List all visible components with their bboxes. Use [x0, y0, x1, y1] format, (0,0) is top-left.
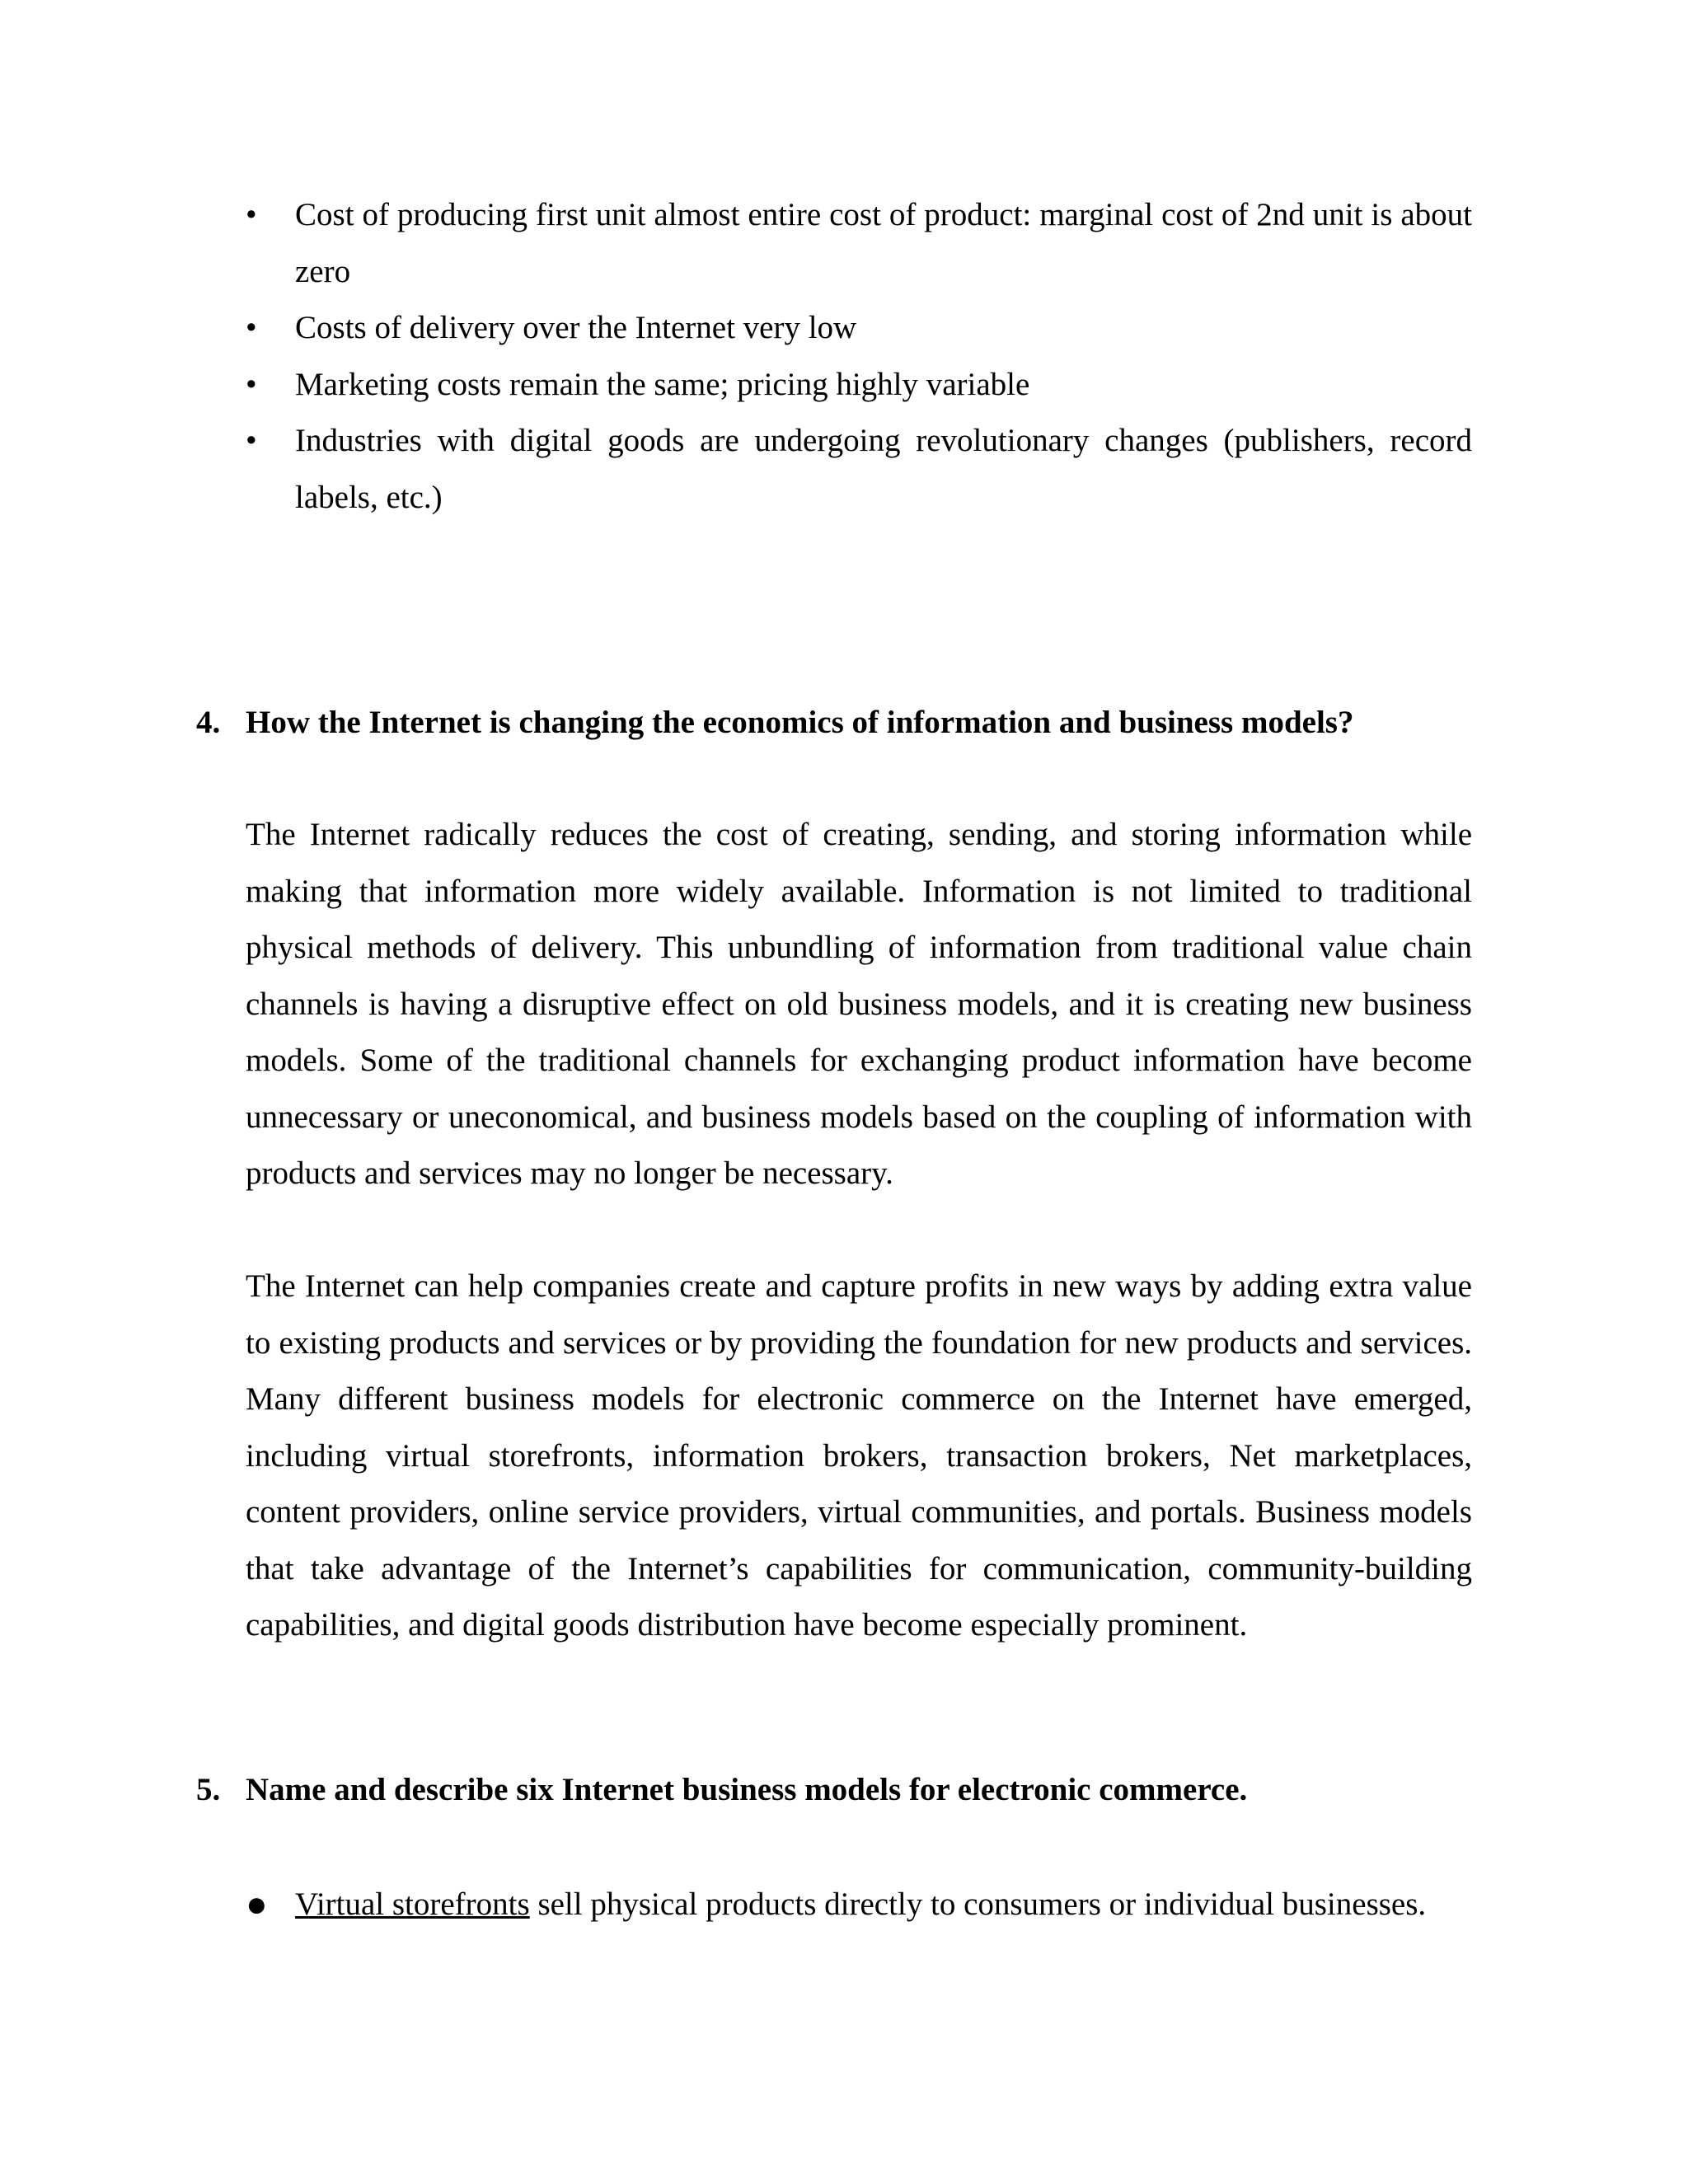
question-4-number: 4. [196, 705, 221, 740]
question-5-title: Name and describe six Internet business models for electronic commerce. [246, 1772, 1248, 1807]
list-item-text: Marketing costs remain the same; pricing highly variable [295, 366, 1030, 402]
list-item-text: Industries with digital goods are undergoing revolutionary changes (publishers, record labels, etc.) [295, 423, 1472, 515]
question-5-number: 5. [196, 1772, 221, 1807]
bullet-icon: • [246, 310, 257, 345]
list-item [246, 413, 1472, 526]
list-item [246, 300, 1472, 357]
business-models-bullet-list [246, 1877, 1472, 1933]
list-item [246, 357, 1472, 414]
question-4-heading [196, 695, 1472, 752]
question-4-paragraph-2: The Internet can help companies create and capture profits in new ways by adding extra value to existing products and services or by providing the foundation for new products and services. Many different business models for electronic commerce on the Internet have emerged, including virtual storefronts, information brokers, transaction brokers, Net marketplaces, content providers, online service providers, virtual communities, and portals. Business models that take advantage of the Internet’s capabilities for communication, community-building capabilities, and digital goods distribution have become especially prominent. [246, 1268, 1472, 1643]
list-item-text: Cost of producing first unit almost entire cost of product: marginal cost of 2nd unit is about zero [295, 197, 1472, 289]
question-4-title: How the Internet is changing the economics of information and business models? [246, 705, 1354, 740]
question-4-paragraph-1: The Internet radically reduces the cost of creating, sending, and storing information while making that information more widely available. Information is not limited to traditional physical methods of delivery. This unbundling of information from traditional value chain channels is having a disruptive effect on old business models, and it is creating new business models. Some of the traditional channels for exchanging product information have become unnecessary or uneconomical, and business models based on the coupling of information with products and services may no longer be necessary. [246, 817, 1472, 1191]
question-5-heading [196, 1762, 1472, 1819]
bullet-icon: ● [246, 1884, 268, 1924]
bullet-icon: • [246, 197, 257, 232]
list-item-text: sell physical products directly to consumers or individual businesses. [529, 1886, 1427, 1922]
list-item [246, 187, 1472, 300]
bullet-icon: • [246, 366, 257, 402]
list-item-text: Costs of delivery over the Internet very low [295, 310, 857, 345]
list-item [246, 1877, 1472, 1933]
list-item-term: Virtual storefronts [295, 1886, 530, 1922]
digital-goods-bullet-list [246, 187, 1472, 526]
bullet-icon: • [246, 423, 257, 458]
